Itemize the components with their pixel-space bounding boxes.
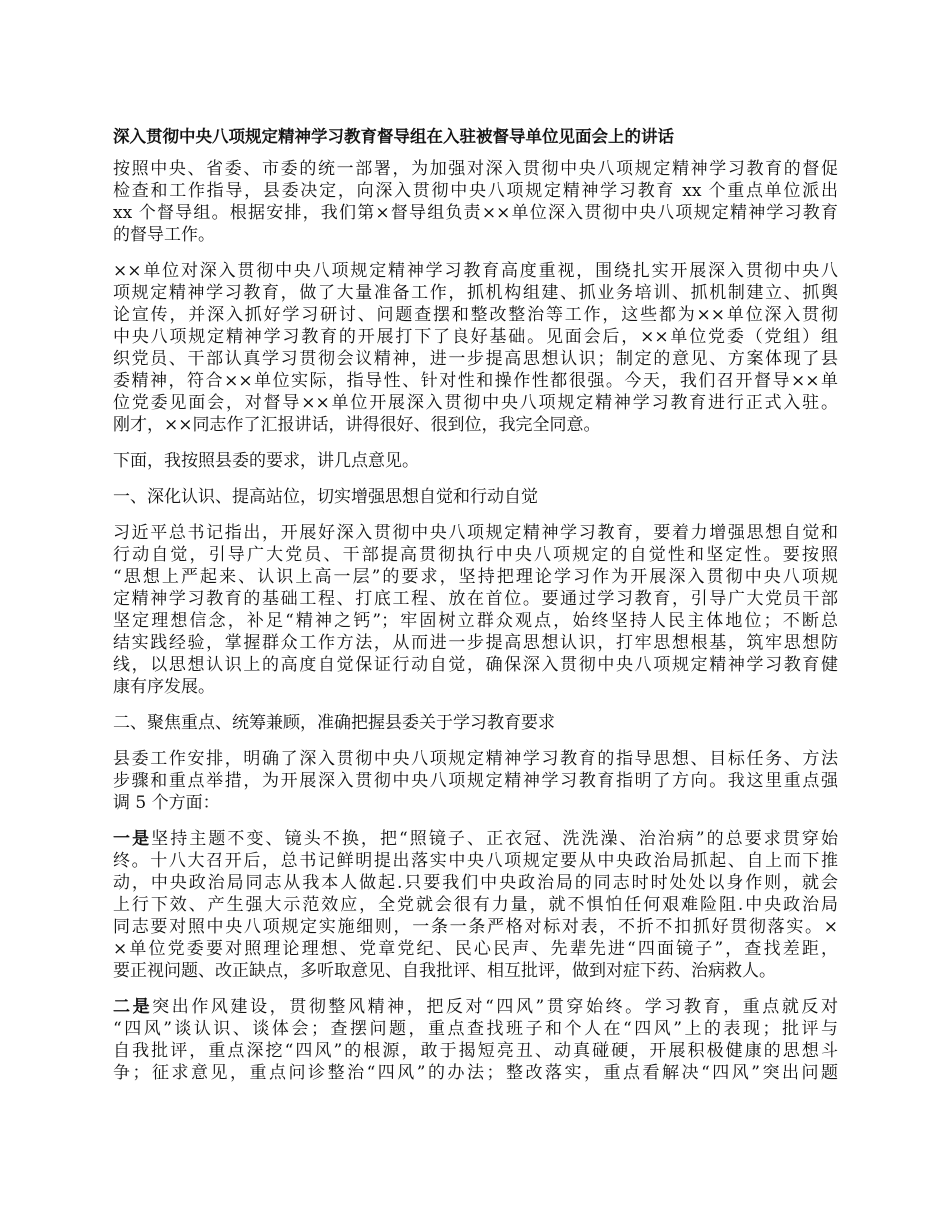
line-text: 结实践经验，掌握群众工作方法，从而进一步提高思想认识，打牢思想根基，筑牢思想防 (113, 633, 838, 653)
section-heading (113, 486, 838, 508)
text-line (113, 872, 838, 894)
line-text: 的督导工作。 (113, 225, 215, 245)
line-text: xx 个督导组。根据安排，我们第×督导组负责××单位深入贯彻中央八项规定精神学习教育 (113, 203, 838, 223)
line-text: 委精神，符合××单位实际，指导性、针对性和操作性都很强。今天，我们召开督导××单 (113, 371, 838, 391)
line-text: 步骤和重点举措，为开展深入贯彻中央八项规定精神学习教育指明了方向。我这里重点强 (113, 771, 838, 791)
text-line (113, 748, 838, 770)
line-text: 行动自觉，引导广大党员、干部提高贯彻执行中央八项规定的自觉性和坚定性。要按照 (113, 545, 838, 565)
line-text: 突出作风建设，贯彻整风精神，把反对“四风”贯穿始终。学习教育，重点就反对 (152, 997, 838, 1017)
line-text: 项规定精神学习教育，做了大量准备工作，抓机构组建、抓业务培训、抓机制建立、抓舆 (113, 283, 838, 303)
line-text: 县委工作安排，明确了深入贯彻中央八项规定精神学习教育的指导思想、目标任务、方法 (113, 749, 838, 769)
text-line (113, 792, 838, 814)
text-line (113, 522, 838, 544)
text-line (113, 260, 838, 282)
line-text: 同志要对照中央八项规定实施细则，一条一条严格对标对表，不折不扣抓好贯彻落实。× (113, 917, 838, 937)
line-text: 二、聚焦重点、统筹兼顾，准确把握县委关于学习教育要求 (113, 713, 555, 733)
text-line (113, 632, 838, 654)
line-text: “四风”谈认识、谈体会；查摆问题，重点查找班子和个人在“四风”上的表现；批评与 (113, 1019, 838, 1039)
paragraph (113, 828, 838, 982)
line-text: 坚持主题不变、镜头不换，把“照镜子、正衣冠、洗洗澡、治治病”的总要求贯穿始 (151, 829, 838, 849)
line-text: ××单位对深入贯彻中央八项规定精神学习教育高度重视，围绕扎实开展深入贯彻中央八 (113, 261, 838, 281)
line-text: 要正视问题、改正缺点，多听取意见、自我批评、相互批评，做到对症下药、治病救人。 (113, 961, 776, 981)
text-line (113, 850, 838, 872)
line-text: ×单位党委要对照理论理想、党章党纪、民心民声、先辈先进“四面镜子”，查找差距， (113, 939, 838, 959)
text-line (113, 544, 838, 566)
text-line (113, 224, 838, 246)
paragraph (113, 158, 838, 246)
text-line (113, 1018, 838, 1040)
paragraph (113, 748, 838, 814)
line-text: “思想上严起来、认识上高一层”的要求，坚持把理论学习作为开展深入贯彻中央八项规 (113, 567, 838, 587)
document-title: 深入贯彻中央八项规定精神学习教育督导组在入驻被督导单位见面会上的讲话 (113, 127, 674, 146)
text-line (113, 282, 838, 304)
text-line (113, 180, 838, 202)
text-line (113, 894, 838, 916)
line-text: 定精神学习教育的基础工程、打底工程、放在首位。要通过学习教育，引导广大党员干部 (113, 589, 838, 609)
line-text: 刚才，××同志作了汇报讲话，讲得很好、很到位，我完全同意。 (113, 415, 601, 435)
text-line (113, 676, 838, 698)
text-line (113, 370, 838, 392)
text-line (113, 654, 838, 676)
text-line (113, 304, 838, 326)
text-line (113, 348, 838, 370)
line-text: 坚定理想信念，补足“精神之钙”；牢固树立群众观点，始终坚持人民主体地位；不断总 (113, 611, 838, 631)
line-text: 康有序发展。 (113, 677, 215, 697)
section-heading (113, 712, 838, 734)
text-line (113, 486, 838, 508)
paragraph (113, 450, 838, 472)
line-text: 位党委见面会，对督导××单位开展深入贯彻中央八项规定精神学习教育进行正式入驻。 (113, 393, 838, 413)
text-line (113, 588, 838, 610)
text-line (113, 828, 838, 850)
text-line (113, 712, 838, 734)
text-line (113, 158, 838, 180)
text-line (113, 1062, 838, 1084)
line-text: 论宣传，并深入抓好学习研讨、问题查摆和整改整治等工作，这些都为××单位深入贯彻 (113, 305, 838, 325)
line-text: 织党员、干部认真学习贯彻会议精神，进一步提高思想认识；制定的意见、方案体现了县 (113, 349, 838, 369)
line-text: 中央八项规定精神学习教育的开展打下了良好基础。见面会后，××单位党委（党组）组 (113, 327, 838, 347)
bold-lead: 二是 (113, 997, 153, 1017)
text-line (113, 610, 838, 632)
text-line (113, 770, 838, 792)
line-text: 动，中央政治局同志从我本人做起.只要我们中央政治局的同志时时处处以身作则，就会 (113, 873, 838, 893)
bold-lead: 一是 (113, 829, 152, 849)
line-text: 一、深化认识、提高站位，切实增强思想自觉和行动自觉 (113, 487, 538, 507)
line-text: 调 5 个方面： (113, 793, 220, 813)
paragraph (113, 260, 838, 436)
line-text: 按照中央、省委、市委的统一部署，为加强对深入贯彻中央八项规定精神学习教育的督促 (113, 159, 838, 179)
line-text: 下面，我按照县委的要求，讲几点意见。 (113, 451, 419, 471)
text-line (113, 450, 838, 472)
text-line (113, 916, 838, 938)
document-page (113, 126, 838, 1098)
text-line (113, 202, 838, 224)
text-line (113, 938, 838, 960)
line-text: 线，以思想认识上的高度自觉保证行动自觉，确保深入贯彻中央八项规定精神学习教育健 (113, 655, 838, 675)
text-line (113, 996, 838, 1018)
text-line (113, 392, 838, 414)
line-text: 自我批评，重点深挖“四风”的根源，敢于揭短亮丑、动真碰硬，开展积极健康的思想斗 (113, 1041, 838, 1061)
text-line (113, 566, 838, 588)
text-line (113, 326, 838, 348)
text-line (113, 960, 838, 982)
line-text: 终。十八大召开后，总书记鲜明提出落实中央八项规定要从中央政治局抓起、自上而下推 (113, 851, 838, 871)
paragraph (113, 996, 838, 1084)
line-text: 检查和工作指导，县委决定，向深入贯彻中央八项规定精神学习教育 xx 个重点单位派出 (113, 181, 838, 201)
line-text: 上行下效、产生强大示范效应，全党就会很有力量，就不惧怕任何艰难险阻.中央政治局 (113, 895, 838, 915)
text-line (113, 1040, 838, 1062)
line-text: 习近平总书记指出，开展好深入贯彻中央八项规定精神学习教育，要着力增强思想自觉和 (113, 523, 838, 543)
line-text: 争；征求意见，重点问诊整治“四风”的办法；整改落实，重点看解决“四风”突出问题 (113, 1063, 838, 1083)
text-line (113, 414, 838, 436)
paragraph (113, 522, 838, 698)
